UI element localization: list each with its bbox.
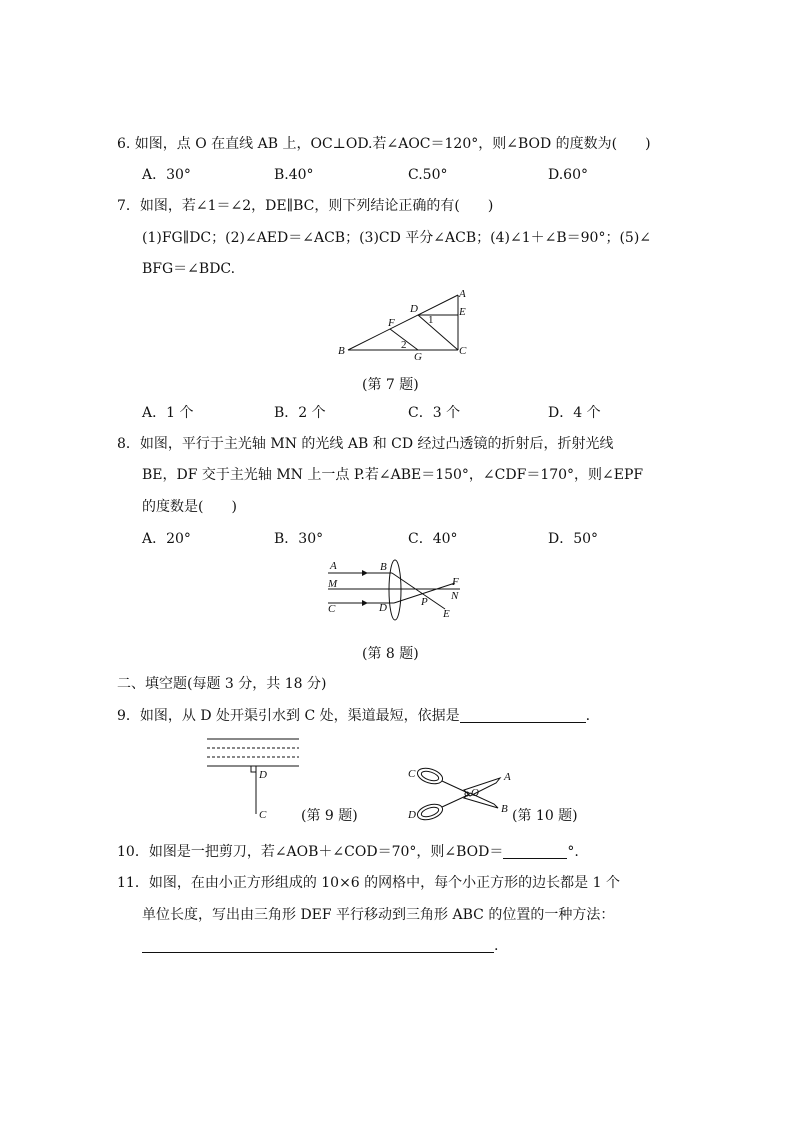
q8-label-d: D bbox=[379, 602, 387, 614]
q7-line-dc bbox=[418, 315, 458, 350]
q8-stem-line3: 的度数是( ) bbox=[142, 499, 237, 515]
q9-right-angle-mark bbox=[251, 766, 256, 772]
q7-label-g: G bbox=[414, 351, 422, 363]
q8-option-c: C．40° bbox=[408, 531, 458, 547]
q11-answer-line bbox=[142, 936, 498, 956]
q8-arrow-cd bbox=[362, 600, 368, 606]
q9-stem bbox=[117, 706, 590, 726]
q11-stem-line1: 11．如图，在由小正方形组成的 10×6 的网格中，每个小正方形的边长都是 1 个 bbox=[117, 875, 620, 891]
q7-figure bbox=[330, 285, 480, 365]
q9-figure bbox=[205, 736, 305, 826]
q8-label-a: A bbox=[330, 560, 337, 572]
section2-title: 二、填空题(每题 3 分，共 18 分) bbox=[117, 676, 327, 692]
q10-handle-upper bbox=[415, 765, 444, 786]
q7-conclusions-line1: (1)FG∥DC；(2)∠AED＝∠ACB；(3)CD 平分∠ACB；(4)∠1＋∠B＝90°；(5)∠ bbox=[142, 230, 652, 246]
q7-label-angle2: 2 bbox=[401, 339, 407, 351]
q8-option-d: D．50° bbox=[548, 531, 599, 547]
q7-stem: 7．如图，若∠1＝∠2，DE∥BC，则下列结论正确的有( ) bbox=[117, 198, 494, 214]
q8-label-m: M bbox=[328, 578, 338, 590]
q10-label-a: A bbox=[504, 771, 511, 783]
q9-stem-text: 9．如图，从 D 处开渠引水到 C 处，渠道最短，依据是 bbox=[117, 708, 460, 724]
q7-option-b: B．2 个 bbox=[274, 405, 326, 421]
q7-option-c: C．3 个 bbox=[408, 405, 461, 421]
q7-label-a: A bbox=[459, 288, 466, 300]
q8-label-c: C bbox=[328, 603, 336, 615]
q8-label-p: P bbox=[421, 596, 428, 608]
q10-label-o: O bbox=[471, 787, 479, 799]
q7-label-f: F bbox=[388, 317, 395, 329]
q10-label-d: D bbox=[408, 809, 416, 821]
q8-stem-line1: 8．如图，平行于主光轴 MN 的光线 AB 和 CD 经过凸透镜的折射后，折射光线 bbox=[117, 436, 614, 452]
q9-answer-blank[interactable] bbox=[460, 707, 586, 723]
q9-caption: (第 9 题) bbox=[301, 808, 358, 824]
q10-label-c: C bbox=[408, 768, 416, 780]
q7-conclusions-line2: BFG＝∠BDC. bbox=[142, 261, 236, 277]
q8-label-f: F bbox=[452, 576, 459, 588]
q7-option-d: D．4 个 bbox=[548, 405, 601, 421]
q8-caption: (第 8 题) bbox=[362, 646, 419, 662]
q10-stem bbox=[117, 842, 579, 862]
q7-label-e: E bbox=[459, 306, 466, 318]
q10-handle-lower bbox=[415, 801, 444, 822]
q10-answer-blank[interactable] bbox=[503, 843, 567, 859]
q9-label-c: C bbox=[259, 809, 267, 821]
q7-caption: (第 7 题) bbox=[362, 377, 419, 393]
q7-label-c: C bbox=[459, 345, 467, 357]
q11-end: . bbox=[494, 938, 499, 954]
q10-stem-end: °. bbox=[567, 844, 579, 860]
q10-arm-lower bbox=[442, 795, 468, 807]
q8-option-b: B．30° bbox=[274, 531, 324, 547]
q6-stem: 6. 如图，点 O 在直线 AB 上，OC⊥OD.若∠AOC＝120°，则∠BOD 的度数为( ) bbox=[117, 136, 651, 152]
q10-label-b: B bbox=[501, 803, 508, 815]
q8-arrow-ab bbox=[362, 570, 368, 576]
q7-label-angle1: 1 bbox=[428, 314, 434, 326]
q9-stem-end: . bbox=[585, 708, 591, 724]
q6-option-b: B.40° bbox=[274, 167, 314, 183]
q8-option-a: A．20° bbox=[142, 531, 191, 547]
q8-label-n: N bbox=[451, 590, 459, 602]
q8-label-b: B bbox=[380, 561, 387, 573]
q9-label-d: D bbox=[259, 769, 267, 781]
q11-answer-blank[interactable] bbox=[142, 937, 494, 953]
q7-label-d: D bbox=[410, 303, 418, 315]
q7-option-a: A．1 个 bbox=[142, 405, 194, 421]
q10-arm-upper bbox=[442, 781, 468, 793]
q10-scissors-figure bbox=[400, 760, 520, 830]
q10-caption: (第 10 题) bbox=[512, 808, 578, 824]
q6-option-c: C.50° bbox=[408, 167, 448, 183]
q8-lens bbox=[389, 560, 401, 620]
q6-option-d: D.60° bbox=[548, 167, 588, 183]
q8-label-e: E bbox=[443, 608, 450, 620]
q11-stem-line2: 单位长度，写出由三角形 DEF 平行移动到三角形 ABC 的位置的一种方法： bbox=[142, 907, 615, 923]
q8-stem-line2: BE，DF 交于主光轴 MN 上一点 P.若∠ABE＝150°，∠CDF＝170°，则∠EPF bbox=[142, 467, 644, 483]
q7-label-b: B bbox=[338, 345, 345, 357]
q10-stem-text: 10．如图是一把剪刀，若∠AOB＋∠COD＝70°，则∠BOD＝ bbox=[117, 844, 504, 860]
q8-figure bbox=[320, 557, 470, 627]
q6-option-a: A．30° bbox=[142, 167, 191, 183]
